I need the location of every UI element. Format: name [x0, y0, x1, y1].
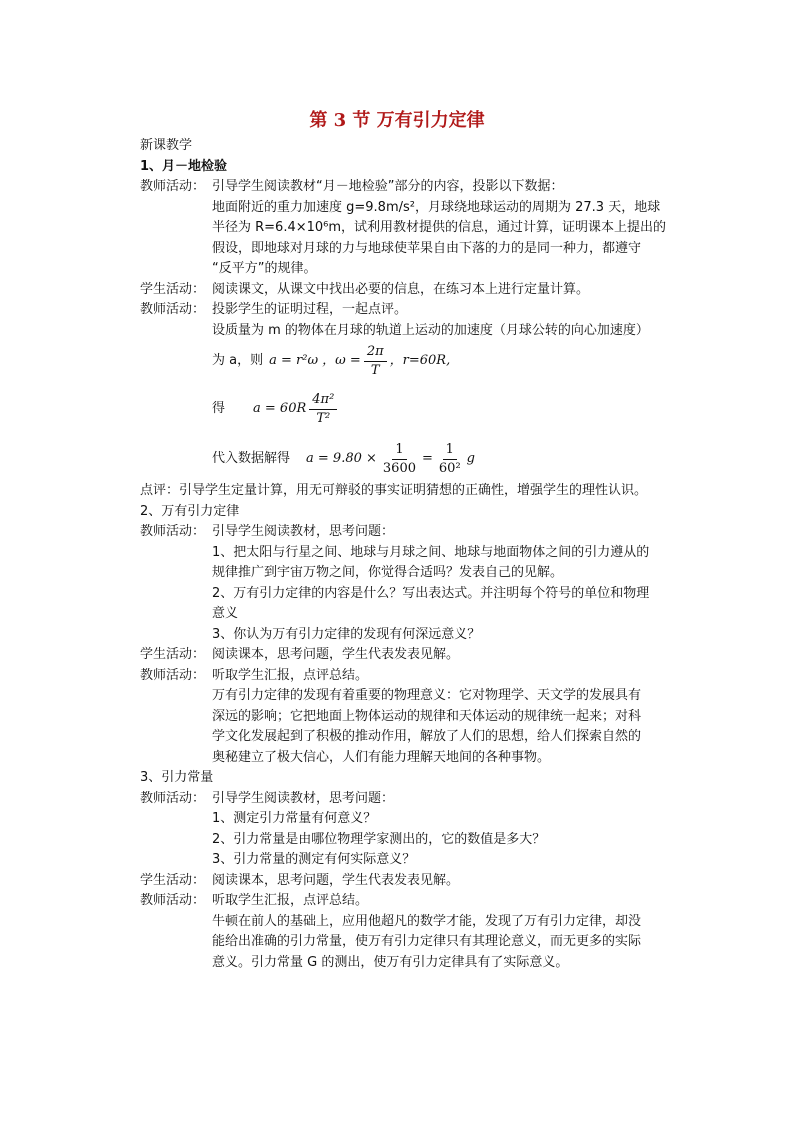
activity-label: 教师活动：: [140, 524, 206, 539]
paragraph-line: 万有引力定律的发现有着重要的物理意义：它对物理学、天文学的发展具有: [212, 688, 642, 703]
fraction: [436, 441, 464, 478]
fraction: [364, 343, 387, 380]
paragraph-line: 假设，即地球对月球的力与地球使苹果自由下落的力的是同一种力，都遵守: [212, 240, 642, 256]
teacher-activity: [140, 666, 680, 687]
comment-text: 引导学生定量计算，用无可辩驳的事实证明猜想的正确性，增强学生的理性认识。: [179, 483, 648, 498]
fraction: [309, 391, 337, 428]
question-line: 规律推广到宇宙万物之间，你觉得合适吗？发表自己的见解。: [212, 565, 564, 580]
teacher-activity: [140, 177, 680, 198]
fraction-numerator: 2π: [364, 343, 387, 362]
student-activity: [140, 280, 680, 301]
question-line: 1、测定引力常量有何意义？: [212, 811, 377, 826]
formula-result: [140, 389, 680, 429]
activity-text: 阅读课本，思考问题，学生代表发表见解。: [212, 872, 460, 888]
activity-text: 引导学生阅读教材“月－地检验”部分的内容，投影以下数据：: [212, 179, 564, 194]
formula-expression: a = 60R: [253, 400, 307, 416]
activity-label: 学生活动：: [140, 647, 206, 662]
paragraph-line: 意义。引力常量 G 的测出，使万有引力定律具有了实际意义。: [212, 954, 569, 970]
question-line: 2、引力常量是由哪位物理学家测出的，它的数值是多大？: [212, 831, 546, 847]
paragraph-line: 奥秘建立了极大信心，人们有能力理解天地间的各种事物。: [212, 749, 551, 765]
section-heading: 新课教学: [140, 138, 193, 153]
activity-text: 听取学生汇报，点评总结。: [212, 667, 369, 683]
fraction-numerator: 4π²: [309, 391, 337, 410]
teacher-activity: [140, 522, 680, 543]
fraction-denominator: 60²: [438, 460, 461, 476]
activity-label: 教师活动：: [140, 179, 206, 194]
formula-text: ，r=60R,: [389, 352, 451, 368]
paragraph-line: 学文化发展起到了积极的推动作用，解放了人们的思想，给人们探索自然的: [212, 729, 642, 744]
question-line: 1、把太阳与行星之间、地球与月球之间、地球与地面物体之间的引力遵从的: [212, 544, 650, 560]
formula-expression: a = r²ω ，ω =: [269, 352, 361, 368]
formula-label: 代入数据解得: [212, 450, 291, 466]
formula-label: 得: [212, 400, 226, 416]
document-body: [140, 136, 680, 973]
activity-text: 听取学生汇报，点评总结。: [212, 893, 369, 908]
activity-label: 教师活动：: [140, 302, 206, 317]
comment: [140, 481, 680, 502]
formula-substitution: [140, 437, 680, 481]
page-title: 第 3 节 万有引力定律: [309, 110, 485, 131]
fraction: [380, 441, 419, 478]
teacher-activity: [140, 300, 680, 321]
activity-label: 教师活动：: [140, 667, 206, 683]
paragraph-line: 能给出准确的引力常量，使万有引力定律只有其理论意义，而无更多的实际: [212, 934, 642, 949]
fraction-numerator: 1: [443, 441, 457, 460]
student-activity: [140, 645, 680, 666]
activity-text: 引导学生阅读教材，思考问题：: [212, 790, 395, 806]
paragraph-line: 深远的影响；它把地面上物体运动的规律和天体运动的规律统一起来；对科: [212, 708, 642, 724]
formula-omega: [140, 341, 680, 381]
fraction-numerator: 1: [392, 441, 406, 460]
fraction-denominator: T²: [316, 410, 331, 426]
activity-label: 学生活动：: [140, 281, 206, 297]
teacher-activity: [140, 891, 680, 912]
paragraph-line: 半径为 R=6.4×10⁶m，试利用教材提供的信息，通过计算，证明课本上提出的: [212, 220, 667, 235]
section-2-title: 2、万有引力定律: [140, 503, 240, 519]
paragraph-line: “反平方”的规律。: [212, 261, 317, 276]
question-line: 3、引力常量的测定有何实际意义？: [212, 852, 416, 867]
comment-label: 点评：: [140, 483, 180, 498]
question-line: 2、万有引力定律的内容是什么？写出表达式。并注明每个符号的单位和物理: [212, 585, 650, 601]
formula-text: =: [422, 450, 433, 466]
activity-text: 投影学生的证明过程，一起点评。: [212, 302, 408, 317]
proof-line: 设质量为 m 的物体在月球的轨道上运动的加速度（月球公转的向心加速度）: [212, 322, 649, 338]
formula-text: 为 a，则: [212, 352, 264, 368]
paragraph-line: 地面附近的重力加速度 g=9.8m/s²，月球绕地球运动的周期为 27.3 天，地球: [212, 199, 661, 215]
question-line: 意义: [212, 606, 239, 621]
activity-label: 教师活动：: [140, 790, 206, 806]
section-1-title: 1、月－地检验: [140, 158, 228, 174]
activity-label: 教师活动：: [140, 893, 206, 908]
activity-text: 引导学生阅读教材，思考问题：: [212, 524, 395, 539]
activity-label: 学生活动：: [140, 872, 206, 888]
formula-text: g: [466, 450, 475, 466]
teacher-activity: [140, 789, 680, 810]
student-activity: [140, 871, 680, 892]
paragraph-line: 牛顿在前人的基础上，应用他超凡的数学才能，发现了万有引力定律，却没: [212, 913, 642, 929]
fraction-denominator: T: [370, 362, 380, 378]
fraction-denominator: 3600: [382, 460, 416, 476]
question-line: 3、你认为万有引力定律的发现有何深远意义？: [212, 626, 481, 642]
activity-text: 阅读课本，思考问题，学生代表发表见解。: [212, 647, 460, 662]
formula-expression: a = 9.80 ×: [306, 450, 377, 466]
activity-text: 阅读课文，从课文中找出必要的信息，在练习本上进行定量计算。: [212, 281, 590, 297]
section-3-title: 3、引力常量: [140, 770, 214, 785]
